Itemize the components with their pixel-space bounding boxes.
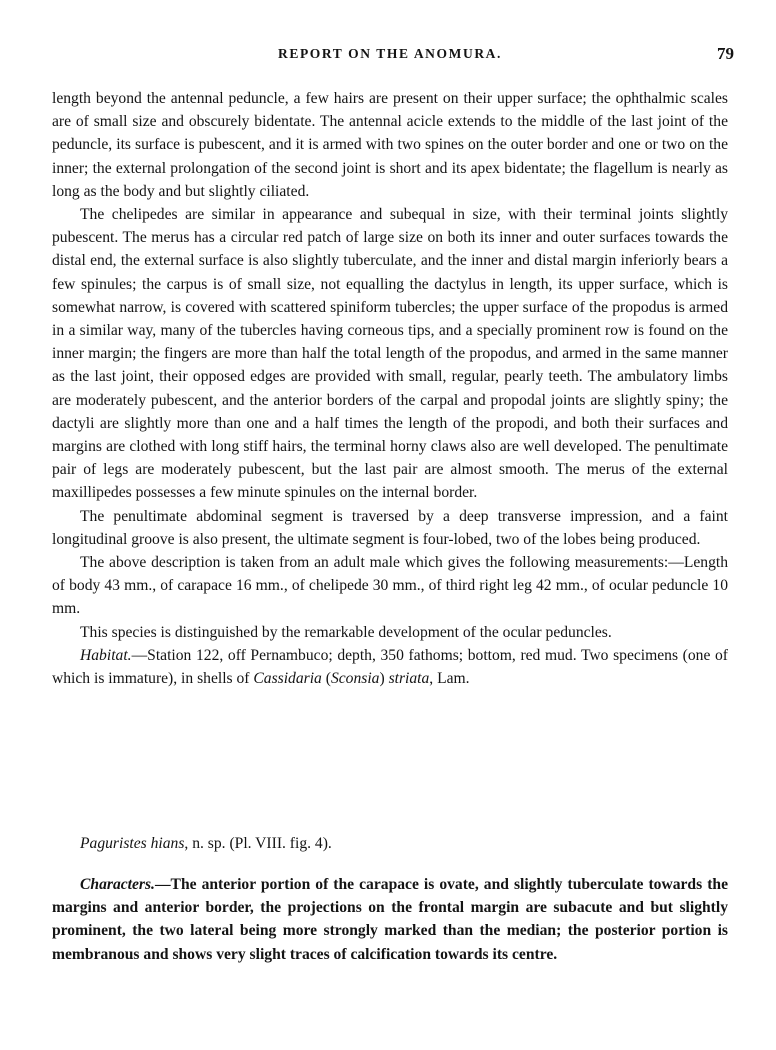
habitat-text: —Station 122, off Pernambuco; depth, 350 fathoms; bottom, red mud. Two specimens (one of which is immature), in shells of (52, 646, 728, 688)
page-header (52, 44, 734, 68)
habitat-paren-open: ( (321, 670, 331, 688)
species-heading (52, 832, 728, 855)
species-plate-reference: , n. sp. (Pl. VIII. fig. 4). (184, 835, 332, 852)
page-number: 79 (717, 44, 734, 63)
running-title: REPORT ON THE ANOMURA. (278, 46, 502, 61)
habitat-species: striata (388, 670, 430, 688)
paragraph-chelipedes: The chelipedes are similar in appearance and subequal in size, with their terminal joints slightly pubescent. The merus has a circular red patch of large size on both its inner and outer surfaces towards the distal end, the external surface is also slightly tuberculate, and the inner and distal margin inferiorly bears a few spinules; the carpus is of small size, not equalling the dactylus in length, its upper surface, which is somewhat narrow, is covered with scattered spiniform tubercles; the upper surface of the propodus is armed in a similar way, many of the tubercles having corneous tips, and a specially prominent row is found on the inner margin; the fingers are more than half the total length of the propodus, and armed in the same manner as the last joint, their opposed edges are provided with small, regular, pearly teeth. The ambulatory limbs are moderately pubescent, and the anterior borders of the carpal and propodal joints are slightly spiny; the dactyli are slightly more than one and a half times the length of the propodi, and both their surfaces and margins are clothed with long stiff hairs, the terminal horny claws also are well developed. The penultimate pair of legs are moderately pubescent, but the last pair are almost smooth. The merus of the external maxillipedes possesses a few minute spinules on the internal border. (52, 206, 728, 502)
paragraph-distinction: This species is distinguished by the remarkable development of the ocular peduncles. (80, 623, 612, 641)
habitat-genus: Cassidaria (253, 670, 322, 688)
habitat-author: , Lam. (429, 670, 470, 688)
paragraph-abdomen: The penultimate abdominal segment is traversed by a deep transverse impression, and a faint longitudinal groove is also present, the ultimate segment is four-lobed, two of the lobes being produced. (52, 507, 728, 548)
habitat-paren-close: ) (379, 670, 389, 688)
paragraph-measurements: The above description is taken from an adult male which gives the following measurements:—Length of body 43 mm., of carapace 16 mm., of chelipede 30 mm., of third right leg 42 mm., of ocular peduncle 10 mm. (52, 554, 728, 618)
habitat-label: Habitat. (80, 646, 132, 664)
characters-text: —The anterior portion of the carapace is ovate, and slightly tuberculate towards the margins and anterior border, the projections on the frontal margin are subacute and but slightly prominent, the two lateral being more strongly marked than the median; the posterior portion is membranous and shows very slight traces of calcification towards its centre. (52, 876, 728, 963)
characters-section (52, 873, 728, 966)
habitat-subgenus: Sconsia (330, 670, 380, 688)
species-name: Paguristes hians (80, 835, 185, 852)
characters-label: Characters. (80, 876, 155, 893)
paragraph-antennae: length beyond the antennal peduncle, a few hairs are present on their upper surface; the ophthalmic scales are of small size and obscurely bidentate. The antennal acicle extends to the middle of the last joint of the peduncle, its surface is pubescent, and it is armed with two spines on the outer border and one or two on the inner; the external prolongation of the second joint is short and its apex bidentate; the flagellum is nearly as long as the body and but slightly ciliated. (52, 90, 728, 200)
paragraph-habitat (52, 644, 728, 690)
main-text (52, 87, 728, 690)
